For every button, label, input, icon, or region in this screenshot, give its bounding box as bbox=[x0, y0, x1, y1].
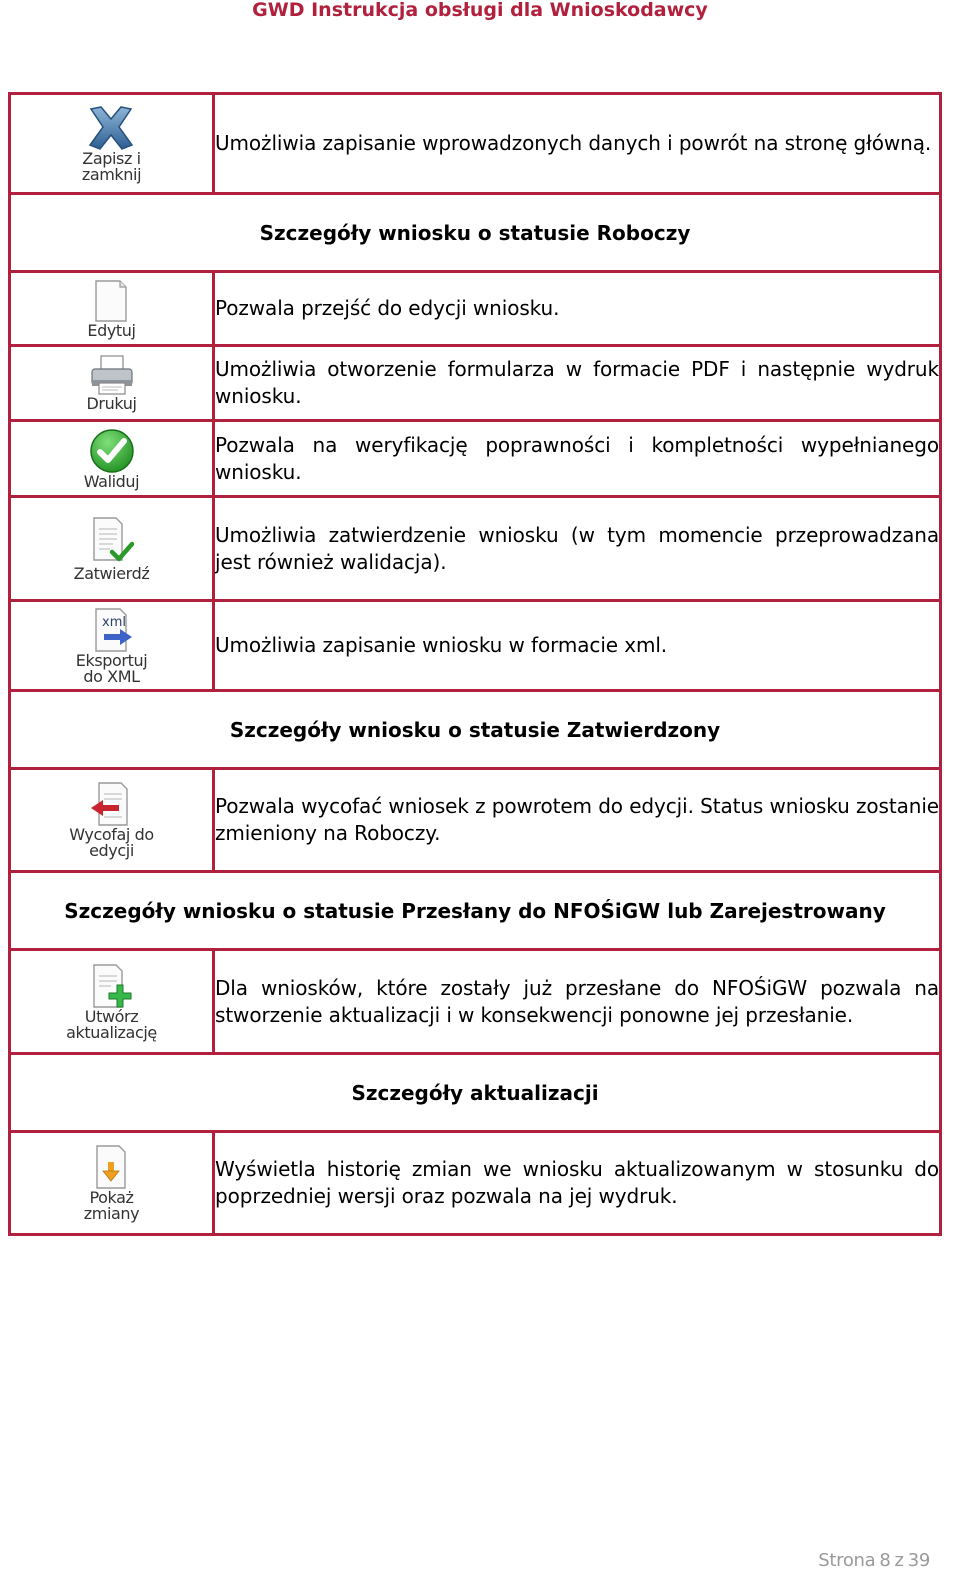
document-icon bbox=[91, 279, 131, 323]
icon-cell bbox=[10, 601, 214, 691]
document-check-icon bbox=[88, 516, 134, 566]
row-description: Umożliwia zatwierdzenie wniosku (w tym momencie przeprowadzana jest również walidacja). bbox=[214, 497, 941, 601]
pokaz-zmiany-button[interactable] bbox=[84, 1144, 139, 1222]
zapisz-i-zamknij-button[interactable] bbox=[82, 105, 141, 183]
checkmark-icon bbox=[88, 428, 136, 474]
section-heading: Szczegóły wniosku o statusie Przesłany do NFOŚiGW lub Zarejestrowany bbox=[10, 872, 941, 950]
section-heading: Szczegóły wniosku o statusie Roboczy bbox=[10, 194, 941, 272]
document-changes-icon bbox=[91, 1144, 131, 1190]
section-heading: Szczegóły wniosku o statusie Zatwierdzony bbox=[10, 691, 941, 769]
row-description: Pozwala wycofać wniosek z powrotem do edycji. Status wniosku zostanie zmieniony na Roboczy. bbox=[214, 769, 941, 872]
section-heading: Szczegóły aktualizacji bbox=[10, 1054, 941, 1132]
icon-cell bbox=[10, 272, 214, 346]
icon-cell bbox=[10, 497, 214, 601]
document-header-title: GWD Instrukcja obsługi dla Wnioskodawcy bbox=[252, 0, 708, 21]
table-row bbox=[10, 601, 941, 691]
row-description: Pozwala na weryfikację poprawności i kompletności wypełnianego wniosku. bbox=[214, 421, 941, 497]
page-label: Strona bbox=[818, 1550, 876, 1571]
zatwierdz-button[interactable] bbox=[74, 516, 150, 582]
row-description: Umożliwia otworzenie formularza w formacie PDF i następnie wydruk wniosku. bbox=[214, 346, 941, 421]
table-row bbox=[10, 346, 941, 421]
table-row bbox=[10, 950, 941, 1054]
document-add-icon bbox=[86, 963, 136, 1009]
icon-label: Drukuj bbox=[86, 394, 137, 413]
table-row bbox=[10, 194, 941, 272]
icon-label: Zapisz i zamknij bbox=[81, 148, 142, 184]
utworz-aktualizacje-button[interactable] bbox=[66, 963, 157, 1041]
icon-label: Edytuj bbox=[87, 320, 136, 340]
wycofaj-do-edycji-button[interactable] bbox=[69, 781, 154, 859]
drukuj-button[interactable] bbox=[87, 354, 137, 412]
icon-label: Wycofaj do edycji bbox=[69, 825, 154, 860]
edytuj-button[interactable] bbox=[87, 279, 135, 339]
table-row bbox=[10, 94, 941, 194]
row-description: Dla wniosków, które zostały już przesłane do NFOŚiGW pozwala na stworzenie aktualizacji i w konsekwencji ponowne jej przesłanie. bbox=[214, 950, 941, 1054]
icon-cell bbox=[10, 94, 214, 194]
printer-icon bbox=[88, 354, 136, 396]
table-row bbox=[10, 1132, 941, 1235]
xml-export-icon bbox=[88, 607, 136, 653]
icon-cell bbox=[10, 769, 214, 872]
waliduj-button[interactable] bbox=[84, 428, 139, 490]
icon-cell bbox=[10, 1132, 214, 1235]
row-description: Umożliwia zapisanie wprowadzonych danych i powrót na stronę główną. bbox=[214, 94, 941, 194]
table-row bbox=[10, 272, 941, 346]
icon-label: Eksportuj do XML bbox=[75, 650, 148, 686]
table-row bbox=[10, 691, 941, 769]
row-description: Wyświetla historię zmian we wniosku aktualizowanym w stosunku do poprzedniej wersji oraz pozwala na jej wydruk. bbox=[214, 1132, 941, 1235]
page-number bbox=[814, 1550, 930, 1571]
svg-text:xml: xml bbox=[101, 614, 126, 630]
table-row bbox=[10, 872, 941, 950]
icon-label: Zatwierdź bbox=[73, 563, 150, 583]
page-total: 39 bbox=[907, 1550, 930, 1571]
eksportuj-do-xml-button[interactable] bbox=[76, 607, 148, 685]
icon-label: Pokaż zmiany bbox=[83, 1188, 140, 1223]
page-current: 8 bbox=[879, 1550, 891, 1571]
icon-cell bbox=[10, 421, 214, 497]
table-row bbox=[10, 769, 941, 872]
close-icon bbox=[85, 105, 137, 151]
table-row bbox=[10, 497, 941, 601]
row-description: Umożliwia zapisanie wniosku w formacie xml. bbox=[214, 601, 941, 691]
icon-cell bbox=[10, 950, 214, 1054]
toolbar-reference-table bbox=[8, 92, 942, 1236]
table-row bbox=[10, 1054, 941, 1132]
document-withdraw-icon bbox=[87, 781, 135, 827]
icon-cell bbox=[10, 346, 214, 421]
row-description: Pozwala przejść do edycji wniosku. bbox=[214, 272, 941, 346]
table-row bbox=[10, 421, 941, 497]
page-separator: z bbox=[894, 1550, 904, 1571]
icon-label: Waliduj bbox=[83, 471, 140, 491]
icon-label: Utwórz aktualizację bbox=[66, 1006, 157, 1042]
